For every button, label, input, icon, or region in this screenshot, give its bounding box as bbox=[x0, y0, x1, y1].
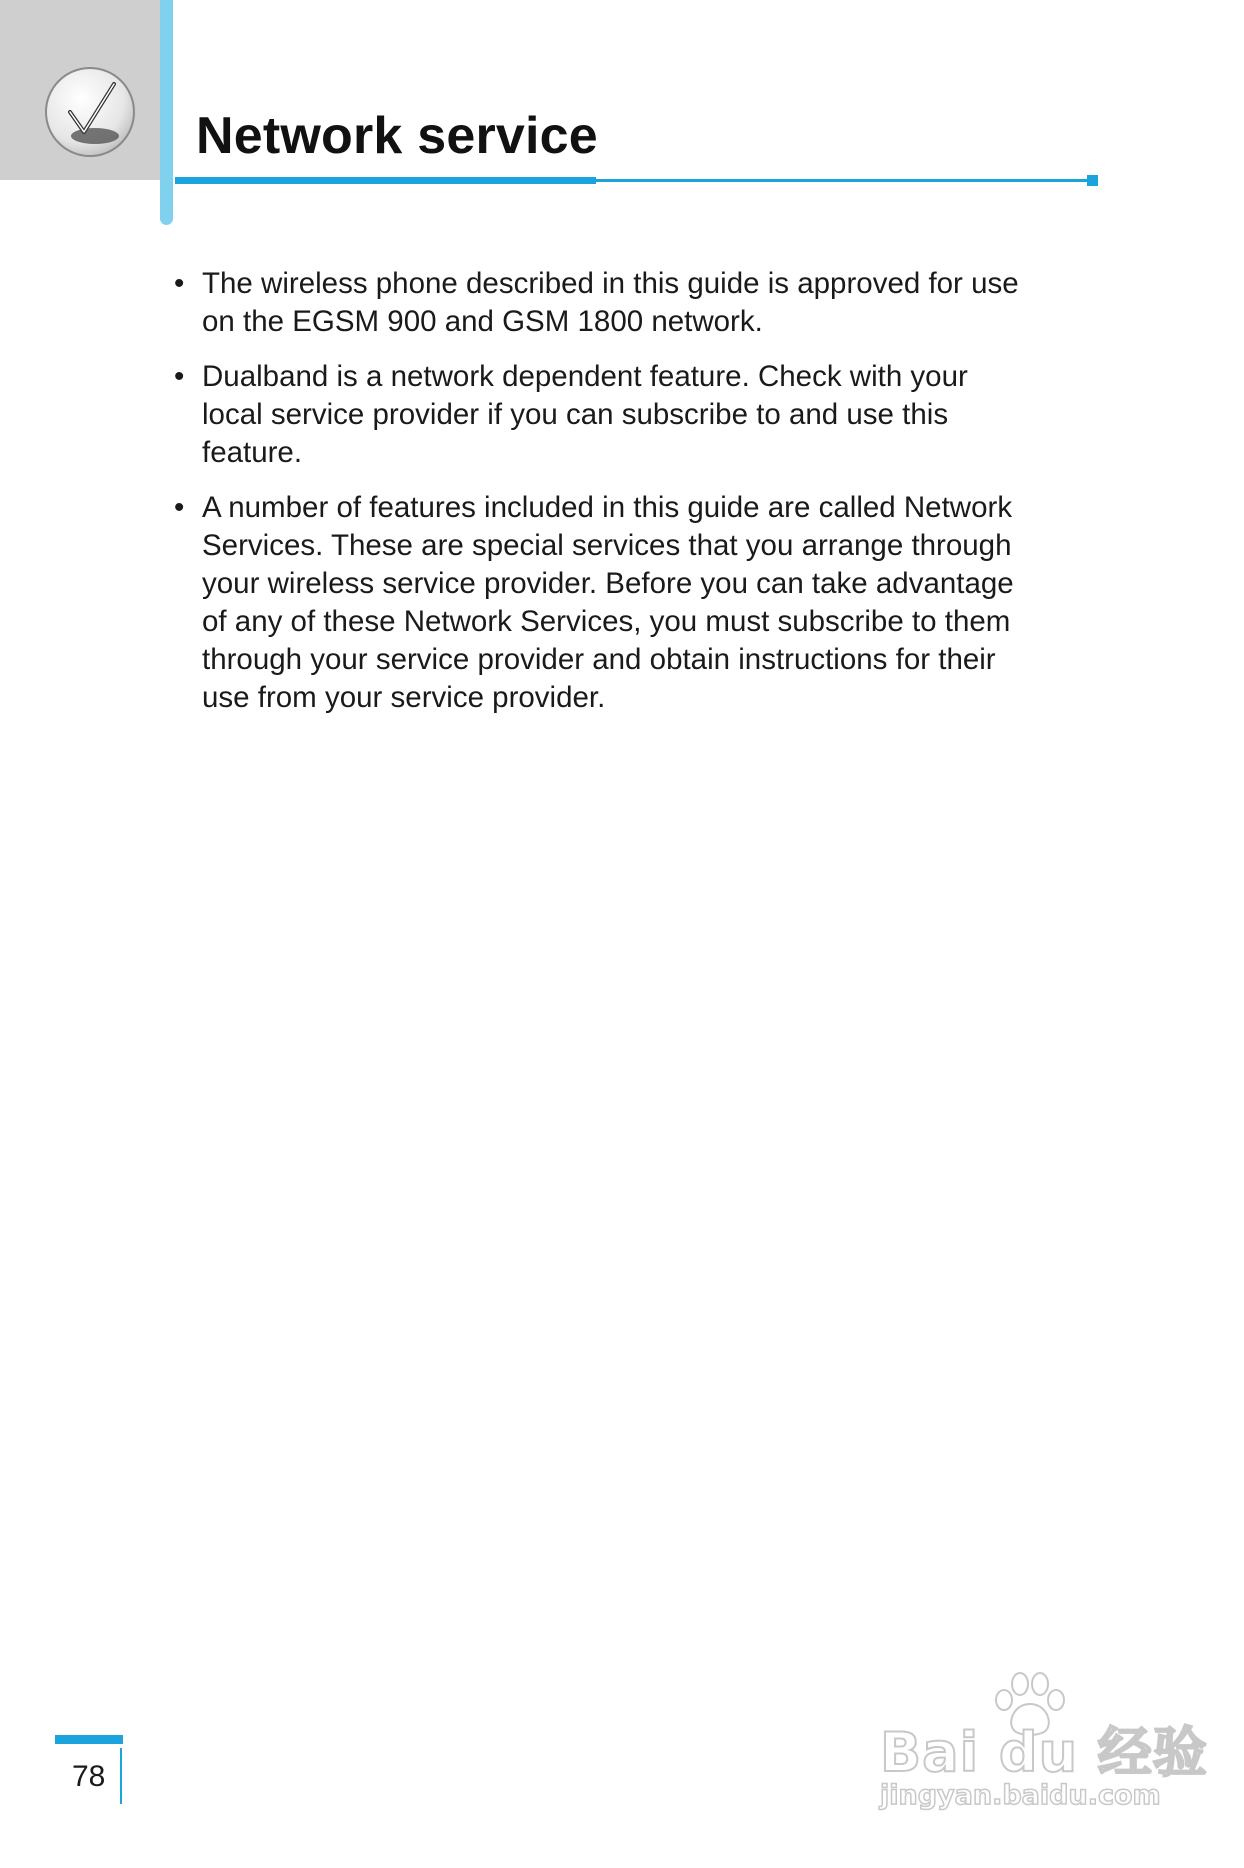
bullet-marker: • bbox=[174, 267, 185, 300]
bullet-line: feature. bbox=[202, 436, 303, 469]
bullet-list bbox=[172, 265, 1102, 734]
bullet-line: on the EGSM 900 and GSM 1800 network. bbox=[202, 305, 763, 338]
watermark-logo-text: Bai du 经验 bbox=[880, 1721, 1208, 1784]
page-number: 78 bbox=[72, 1760, 106, 1793]
bullet-item bbox=[172, 489, 1102, 717]
bullet-line: The wireless phone described in this guide is approved for use bbox=[202, 267, 1019, 300]
watermark-url: jingyan.baidu.com bbox=[880, 1780, 1161, 1811]
bullet-line: A number of features included in this guide are called Network bbox=[202, 491, 1013, 524]
bullet-line: Dualband is a network dependent feature. Check with your bbox=[202, 360, 968, 393]
header-side-bar bbox=[160, 0, 173, 225]
title-underline-thin bbox=[596, 179, 1092, 182]
page-number-bar bbox=[55, 1735, 123, 1744]
bullet-marker: • bbox=[174, 491, 185, 524]
bullet-line: your wireless service provider. Before you can take advantage bbox=[202, 567, 1014, 600]
title-underline-end-square bbox=[1087, 175, 1098, 186]
bullet-line: of any of these Network Services, you must subscribe to them bbox=[202, 605, 1011, 638]
watermark bbox=[880, 1670, 1208, 1820]
bullet-line: local service provider if you can subscribe to and use this bbox=[202, 398, 949, 431]
bullet-marker: • bbox=[174, 360, 185, 393]
title-underline-thick bbox=[175, 177, 596, 184]
page-title: Network service bbox=[196, 107, 598, 165]
bullet-line: through your service provider and obtain instructions for their bbox=[202, 643, 996, 676]
bullet-line: Services. These are special services that you arrange through bbox=[202, 529, 1012, 562]
bullet-item bbox=[172, 265, 1102, 341]
checkmark-icon bbox=[40, 64, 140, 164]
page-number-divider bbox=[120, 1748, 122, 1804]
bullet-line: use from your service provider. bbox=[202, 681, 606, 714]
bullet-item bbox=[172, 358, 1102, 472]
